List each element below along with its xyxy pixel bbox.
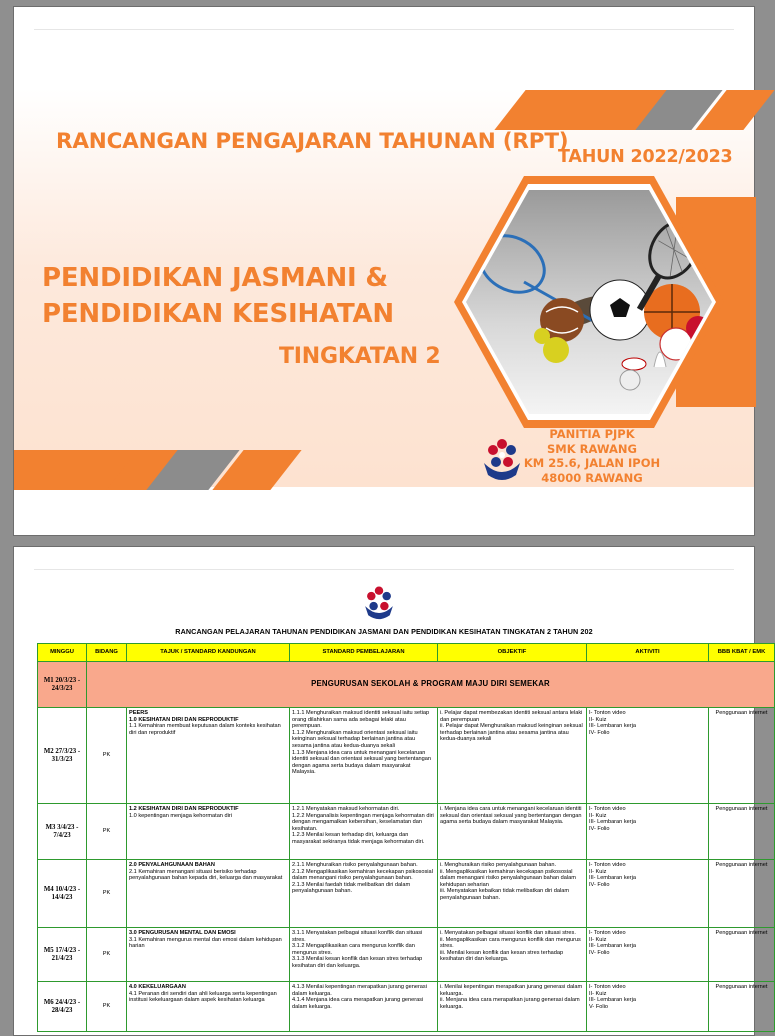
header-standard: STANDARD PEMBELAJARAN (290, 644, 438, 662)
objektif-line: i. Menyatakan pelbagai situasi konflik dan situasi stres. (440, 930, 576, 936)
aktiviti-cell (587, 982, 709, 1032)
bbb-cell: Penggunaan internet (709, 982, 775, 1032)
standard-line: 3.1.3 Menilai kesan konflik dan kesan stres terhadap kesihatan diri dan keluarga. (292, 956, 423, 969)
objektif-line: iii. Menyatakan kebaikan tidak melibatkan diri dalam penyalahgunaan bahan. (440, 888, 570, 901)
objektif-cell (438, 860, 587, 928)
aktiviti-cell (587, 860, 709, 928)
header-aktiviti: AKTIVITI (587, 644, 709, 662)
table-row (38, 708, 775, 804)
bidang-cell: PK (87, 804, 127, 860)
week-cell: M3 3/4/23 - 7/4/23 (38, 804, 87, 860)
aktiviti-line: IV- Folio (589, 881, 610, 888)
bbb-cell: Penggunaan internet (709, 708, 775, 804)
aktiviti-line: III- Lembaran kerja (589, 875, 636, 882)
cover-subject-line2: PENDIDIKAN KESIHATAN (42, 299, 394, 329)
rpt-title: RANCANGAN PELAJARAN TAHUNAN PENDIDIKAN JASMANI DAN PENDIDIKAN KESIHATAN TINGKATAN 2 TAHUN 202 (175, 627, 593, 636)
aktiviti-line: I- Tonton video (589, 862, 626, 868)
objektif-cell (438, 982, 587, 1032)
standard-line: 1.1.3 Menjana idea cara untuk menangani kecelaruan identiti seksual dan orientasi seksual yang bertentangan dengan agama serta budaya dalam masyarakat Malaysia. (292, 749, 432, 776)
standard-cell (290, 982, 438, 1032)
header-bidang: BIDANG (87, 644, 127, 662)
aktiviti-line: I- Tonton video (589, 806, 626, 812)
aktiviti-cell (587, 708, 709, 804)
school-line: KM 25.6, JALAN IPOH (523, 456, 661, 470)
standard-line: 3.1.2 Mengaplikasikan cara mengurus konflik dan mengurus stres. (292, 943, 415, 956)
aktiviti-line: I- Tonton video (589, 930, 626, 936)
aktiviti-line: I- Tonton video (589, 984, 626, 990)
standard-line: 1.1.2 Menghuraikan maksud orientasi seksual iaitu keinginan seksual terhadap berlainan jantina atau sesama jantina atau kedua-duanya sekali (292, 729, 418, 749)
tajuk-line: 3.0 PENGURUSAN MENTAL DAN EMOSI (129, 930, 236, 936)
merged-activity-cell: PENGURUSAN SEKOLAH & PROGRAM MAJU DIRI SEMEKAR (87, 662, 775, 708)
school-line: SMK RAWANG (546, 441, 637, 456)
school-line: 48000 RAWANG (541, 470, 643, 485)
standard-line: 4.1.4 Menjana idea cara merapatkan jurang generasi dalam keluarga. (292, 997, 424, 1010)
tajuk-line: 3.1 Kemahiran mengurus mental dan emosi dalam kehidupan harian (129, 936, 282, 950)
cover-title: RANCANGAN PENGAJARAN TAHUNAN (RPT) (56, 129, 569, 154)
standard-line: 1.2.1 Menyatakan maksud kehormatan diri. (292, 806, 400, 812)
standard-line: 2.1.3 Menilai faedah tidak melibatkan diri dalam penyalahgunaan bahan. (292, 881, 411, 895)
standard-line: 2.1.2 Mengaplikasikan kemahiran kecekapan psikososial dalam menangani risiko penyalahgunaan bahan. (292, 868, 433, 882)
aktiviti-line: III- Lembaran kerja (589, 819, 636, 826)
week-cell: M6 24/4/23 - 28/4/23 (38, 982, 87, 1032)
table-row (38, 804, 775, 860)
cover-form: TINGKATAN 2 (279, 344, 441, 369)
aktiviti-line: II- Kuiz (589, 812, 607, 819)
school-logo (476, 433, 528, 485)
week-cell: M5 17/4/23 - 21/4/23 (38, 928, 87, 982)
tajuk-cell (127, 860, 290, 928)
tajuk-line: 4.0 KEKELUARGAAN (129, 984, 186, 990)
rpt-table (37, 643, 775, 1032)
aktiviti-line: II- Kuiz (589, 990, 607, 997)
cover-year: TAHUN 2022/2023 (558, 147, 733, 167)
rpt-page (13, 546, 768, 1036)
tajuk-line: 2.0 PENYALAHGUNAAN BAHAN (129, 862, 215, 868)
standard-line: 3.1.1 Menyatakan pelbagai situasi konflik dan situasi stres. (292, 930, 423, 943)
week-cell: M2 27/3/23 - 31/3/23 (38, 708, 87, 804)
cover-page (13, 6, 755, 536)
tajuk-line: 2.1 Kemahiran menangani situasi berisiko terhadap penyalahgunaan bahan kepada diri, keluarga dan masyarakat (129, 868, 283, 882)
cover-subject-line1: PENDIDIKAN JASMANI & (42, 263, 388, 293)
tajuk-cell (127, 708, 290, 804)
sports-equipment-image (454, 172, 724, 432)
table-row (38, 928, 775, 982)
objektif-line: ii. Menjana idea cara merapatkan jurang generasi dalam keluarga. (440, 997, 580, 1010)
objektif-cell (438, 804, 587, 860)
tajuk-line: PEERS (129, 710, 148, 716)
aktiviti-line: IV- Folio (589, 729, 610, 736)
standard-line: 1.2.3 Menilai kesan terhadap diri, keluarga dan masyarakat sekiranya tidak menjaga kehormatan diri. (292, 832, 425, 845)
table-row (38, 662, 775, 708)
standard-line: 2.1.1 Menghuraikan risiko penyalahgunaan bahan. (292, 862, 418, 868)
tajuk-line: 1.0 kepentingan menjaga kehormatan diri (129, 812, 232, 819)
tajuk-cell (127, 982, 290, 1032)
week-cell: M1 20/3/23 - 24/3/23 (38, 662, 87, 708)
objektif-line: ii. Pelajar dapat Menghuraikan maksud keinginan seksual terhadap berlainan jantina atau sesama jantina atau kedua-duanya sekali (440, 723, 583, 743)
bbb-cell: Penggunaan internet (709, 860, 775, 928)
tajuk-line: 1.2 KESIHATAN DIRI DAN REPRODUKTIF (129, 806, 239, 812)
tajuk-cell (127, 804, 290, 860)
objektif-line: i. Menghuraikan risiko penyalahgunaan bahan. (440, 862, 556, 868)
header-tajuk: TAJUK / STANDARD KANDUNGAN (127, 644, 290, 662)
tajuk-line: 1.0 KESIHATAN DIRI DAN REPRODUKTIF (129, 716, 239, 723)
header-bbb: BBB KBAT / EMK (709, 644, 775, 662)
aktiviti-line: II- Kuiz (589, 936, 607, 943)
tajuk-cell (127, 928, 290, 982)
tajuk-line: 1.1 Kemahiran membuat keputusan dalam konteks kesihatan diri dan reproduktif (129, 723, 281, 736)
table-header-row (38, 644, 775, 662)
bidang-cell: PK (87, 860, 127, 928)
objektif-line: i. Menilai kepentingan merapatkan jurang generasi dalam keluarga. (440, 984, 583, 997)
aktiviti-cell (587, 928, 709, 982)
standard-cell (290, 928, 438, 982)
standard-cell (290, 804, 438, 860)
tajuk-line: 4.1 Peranan diri sendiri dan ahli keluarga serta kepentingan institusi kekeluargaan dalam aspek kesihatan keluarga (129, 990, 277, 1004)
aktiviti-line: V- Folio (589, 1003, 608, 1010)
table-row (38, 860, 775, 928)
standard-cell (290, 860, 438, 928)
aktiviti-line: I- Tonton video (589, 710, 626, 716)
bidang-cell: PK (87, 708, 127, 804)
school-address (522, 427, 662, 485)
divider (34, 29, 734, 30)
standard-line: 1.2.2 Menganalisis kepentingan menjaga kehormatan diri dengan mengamalkan kebersihan, keselamatan dan kesihatan. (292, 812, 434, 832)
standard-line: 4.1.3 Menilai kepentingan merapatkan jurang generasi dalam keluarga. (292, 984, 427, 997)
aktiviti-cell (587, 804, 709, 860)
standard-cell (290, 708, 438, 804)
objektif-line: iii. Menilai kesan konflik dan kesan stres terhadap kesihatan diri dan keluarga. (440, 949, 564, 963)
aktiviti-line: II- Kuiz (589, 716, 607, 723)
aktiviti-line: III- Lembaran kerja (589, 997, 636, 1004)
objektif-line: ii. Mengaplikasikan kemahiran kecekapan psikososial dalam menangani risiko penyalahgunaan bahan dalam kehidupan seharian (440, 868, 576, 888)
school-logo (359, 581, 399, 625)
objektif-line: i. Menjana idea cara untuk menangani kecelaruan identiti seksual dan orientasi seksual yang bertentangan dengan agama serta budaya dalam masyarakat Malaysia. (440, 806, 582, 826)
header-minggu: MINGGU (38, 644, 87, 662)
standard-line: 1.1.1 Menghuraikan maksud identiti seksual iaitu setiap orang dilahirkan sama ada sebagai lelaki atau perempuan. (292, 710, 430, 730)
school-line: PANITIA PJPK (549, 427, 635, 441)
week-cell: M4 10/4/23 - 14/4/23 (38, 860, 87, 928)
divider (34, 569, 734, 570)
objektif-cell (438, 928, 587, 982)
bidang-cell: PK (87, 928, 127, 982)
bidang-cell: PK (87, 982, 127, 1032)
objektif-line: i. Pelajar dapat membezakan identiti seksual antara lelaki dan perempuan (440, 710, 583, 723)
bbb-cell: Penggunaan internet (709, 928, 775, 982)
objektif-cell (438, 708, 587, 804)
aktiviti-line: IV- Folio (589, 825, 610, 832)
objektif-line: ii. Mengaplikasikan cara mengurus konflik dan mengurus stres. (440, 936, 581, 950)
table-row (38, 982, 775, 1032)
aktiviti-line: III- Lembaran kerja (589, 943, 636, 950)
bbb-cell: Penggunaan internet (709, 804, 775, 860)
header-objektif: OBJEKTIF (438, 644, 587, 662)
aktiviti-line: III- Lembaran kerja (589, 723, 636, 730)
aktiviti-line: IV- Folio (589, 949, 610, 956)
aktiviti-line: II- Kuiz (589, 868, 607, 875)
